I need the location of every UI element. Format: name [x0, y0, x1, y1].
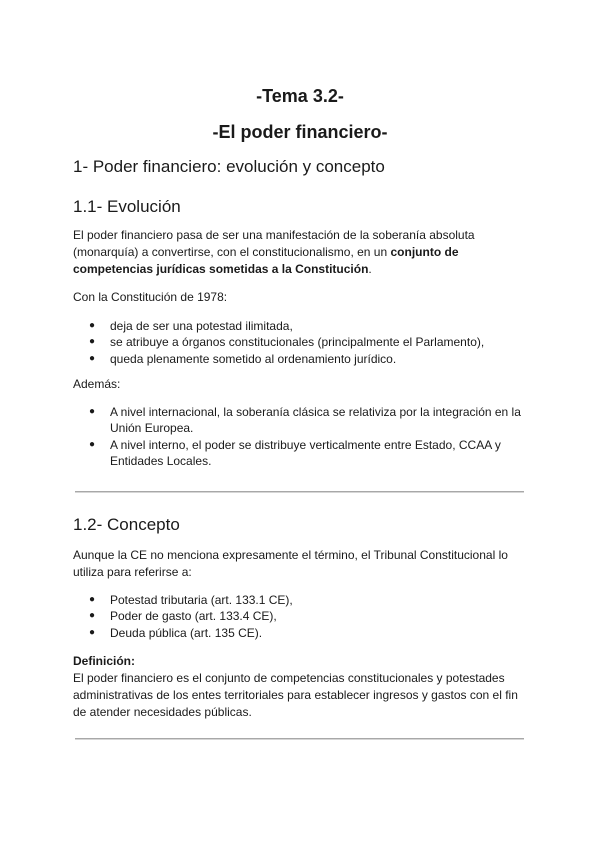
section-1-1-heading: 1.1- Evolución — [73, 197, 181, 216]
list-item — [73, 318, 533, 334]
list-item-text: Deuda pública (art. 135 CE). — [110, 625, 263, 640]
list-item-text: se atribuye a órganos constitucionales (principalmente el Parlamento), — [110, 335, 485, 350]
bullet-icon: ● — [89, 406, 96, 417]
bullet-icon: ● — [89, 336, 96, 348]
list-item — [73, 334, 533, 350]
list-item — [73, 437, 533, 470]
list-item-text: queda plenamente sometido al ordenamiento jurídico. — [110, 351, 397, 366]
evolucion-paragraph-3: Además: — [73, 377, 121, 391]
section-1-heading: 1- Poder financiero: evolución y concepto — [73, 157, 385, 176]
section-1-2-heading: 1.2- Concepto — [73, 515, 180, 534]
evolucion-list-1 — [73, 318, 533, 367]
evolucion-list-2 — [73, 404, 533, 469]
bullet-icon: ● — [89, 610, 96, 622]
list-item — [73, 404, 533, 437]
concepto-list — [73, 592, 533, 641]
document-subtitle: -El poder financiero- — [212, 122, 388, 142]
list-item — [73, 351, 533, 367]
list-item-text: Poder de gasto (art. 133.4 CE), — [110, 609, 277, 624]
bullet-icon: ● — [89, 352, 96, 364]
evolucion-paragraph-1 — [73, 227, 533, 278]
evolucion-paragraph-1-bold: conjunto de competencias jurídicas sometidas a la Constitución — [73, 245, 459, 276]
list-item — [73, 625, 533, 641]
concepto-paragraph-1: Aunque la CE no menciona expresamente el término, el Tribunal Constitucional lo utiliza para referirse a: — [73, 548, 508, 579]
list-item-text: deja de ser una potestad ilimitada, — [110, 319, 293, 333]
list-item-text: Potestad tributaria (art. 133.1 CE), — [110, 593, 293, 607]
list-item — [73, 592, 533, 608]
bullet-icon: ● — [89, 320, 96, 331]
evolucion-paragraph-1-end: . — [368, 262, 372, 276]
horizontal-divider — [75, 491, 524, 493]
list-item-text: A nivel internacional, la soberanía clásica se relativiza por la integración en la Unión Europea. — [110, 405, 521, 436]
evolucion-paragraph-2: Con la Constitución de 1978: — [73, 290, 228, 304]
list-item — [73, 608, 533, 624]
bullet-icon: ● — [89, 626, 96, 638]
definicion-block — [73, 653, 533, 721]
evolucion-paragraph-1-text: El poder financiero pasa de ser una manifestación de la soberanía absoluta (monarquía) a convertirse, con el constitucionalismo, en un — [73, 228, 475, 259]
bullet-icon: ● — [89, 594, 96, 605]
document-title: -Tema 3.2- — [256, 86, 344, 106]
definicion-text: El poder financiero es el conjunto de competencias constitucionales y potestades administrativas de los entes territoriales para establecer ingresos y gastos con el fin de atender necesidades públicas. — [73, 671, 518, 719]
definicion-label: Definición: — [73, 654, 135, 668]
bullet-icon: ● — [89, 438, 96, 450]
list-item-text: A nivel interno, el poder se distribuye verticalmente entre Estado, CCAA y Entidades Locales. — [110, 437, 501, 468]
horizontal-divider — [75, 738, 524, 740]
